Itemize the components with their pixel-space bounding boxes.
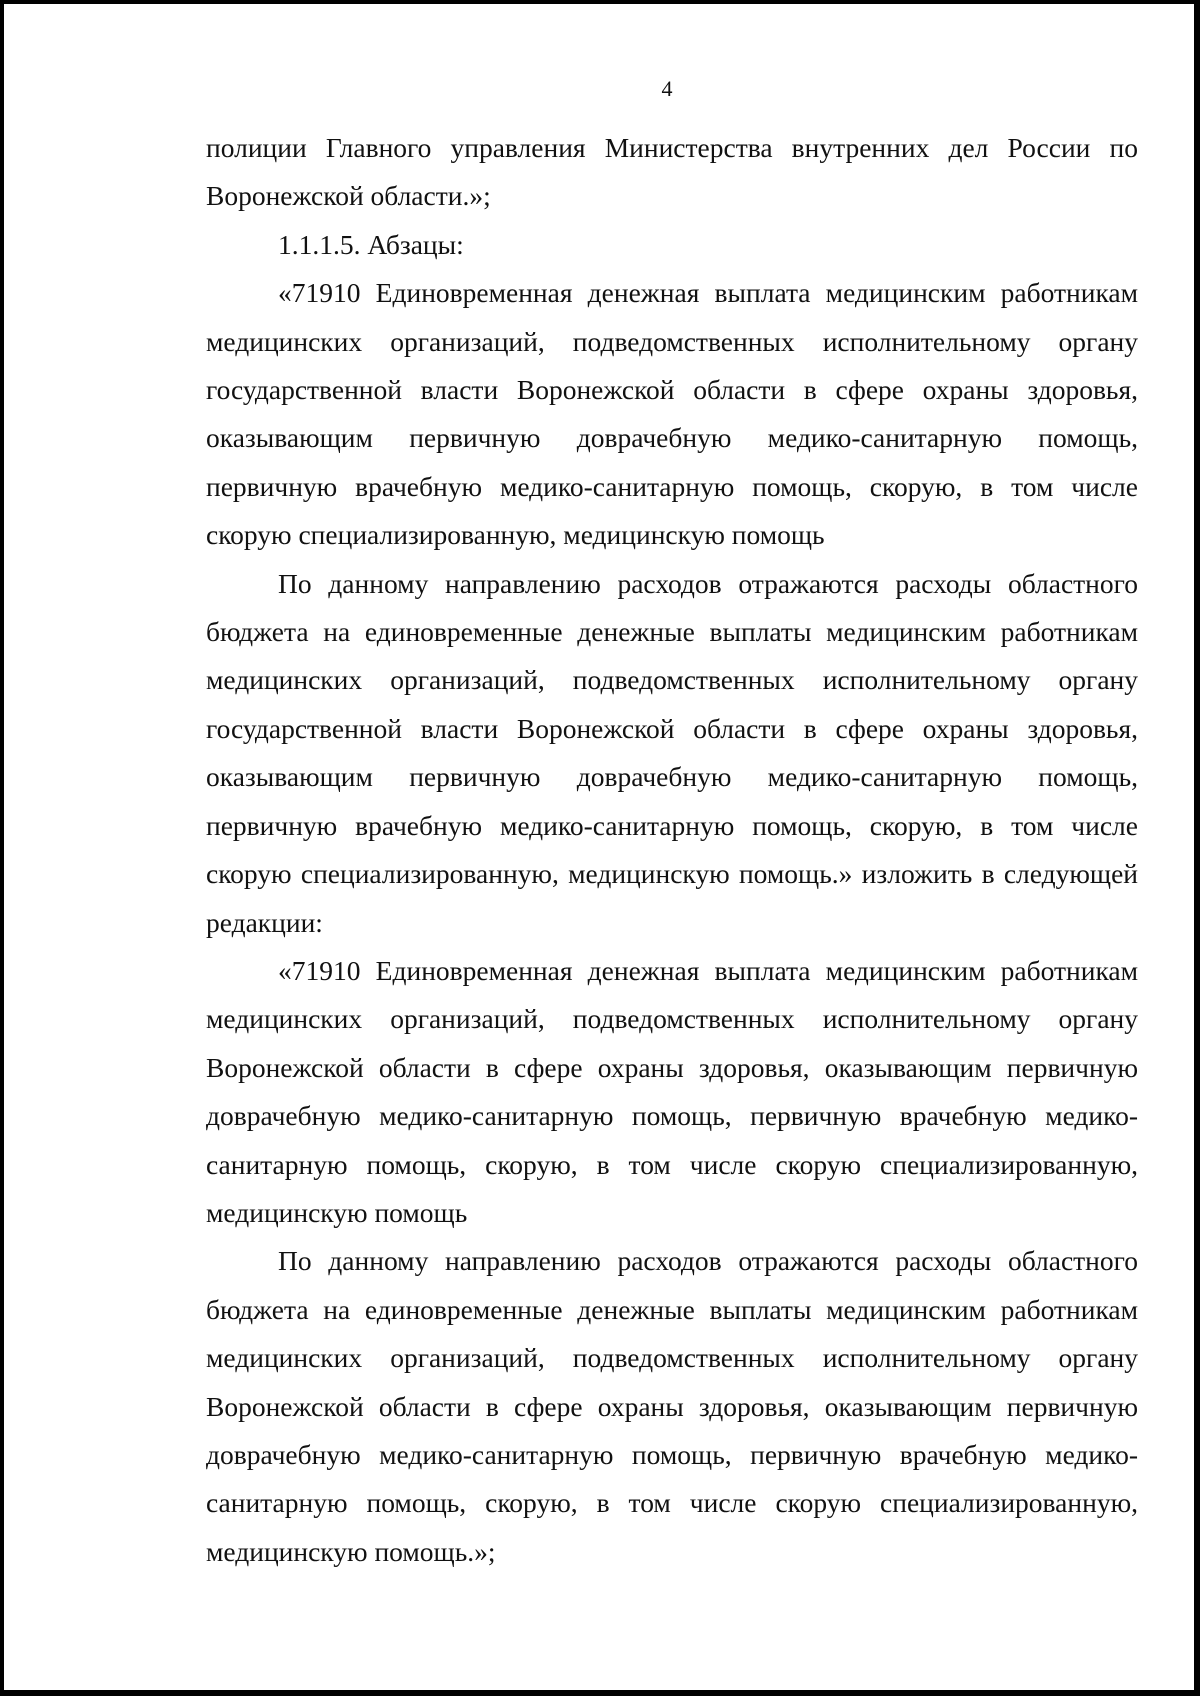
paragraph-new-description: По данному направлению расходов отражаются расходы областного бюджета на единовременные денежные выплаты медицинским работникам медицинских организаций, подведомственных исполнительному органу Воронежской области в сфере охраны здоровья, оказывающим первичную доврачебную медико-санитарную помощь, первичную врачебную медико-санитарную помощь, скорую, в том числе скорую специализированную, медицинскую помощь.»; bbox=[206, 1245, 1138, 1567]
paragraph-section-heading: 1.1.1.5. Абзацы: bbox=[278, 228, 464, 260]
document-body bbox=[206, 124, 1138, 1576]
paragraph-old-heading: «71910 Единовременная денежная выплата медицинским работникам медицинских организаций, подведомственных исполнительному органу государственной власти Воронежской области в сфере охраны здоровья, оказывающим первичную доврачебную медико-санитарную помощь, первичную врачебную медико-санитарную помощь, скорую, в том числе скорую специализированную, медицинскую помощь bbox=[206, 277, 1138, 551]
paragraph-new-heading: «71910 Единовременная денежная выплата медицинским работникам медицинских организаций, подведомственных исполнительному органу Воронежской области в сфере охраны здоровья, оказывающим первичную доврачебную медико-санитарную помощь, первичную врачебную медико-санитарную помощь, скорую, в том числе скорую специализированную, медицинскую помощь bbox=[206, 954, 1138, 1228]
page-number: 4 bbox=[661, 76, 673, 101]
paragraph-continuation: полиции Главного управления Министерства внутренних дел России по Воронежской области.»; bbox=[206, 132, 1138, 212]
paragraph-old-description: По данному направлению расходов отражаются расходы областного бюджета на единовременные денежные выплаты медицинским работникам медицинских организаций, подведомственных исполнительному органу государственной власти Воронежской области в сфере охраны здоровья, оказывающим первичную доврачебную медико-санитарную помощь, первичную врачебную медико-санитарную помощь, скорую, в том числе скорую специализированную, медицинскую помощь.» изложить в следующей редакции: bbox=[206, 567, 1138, 938]
